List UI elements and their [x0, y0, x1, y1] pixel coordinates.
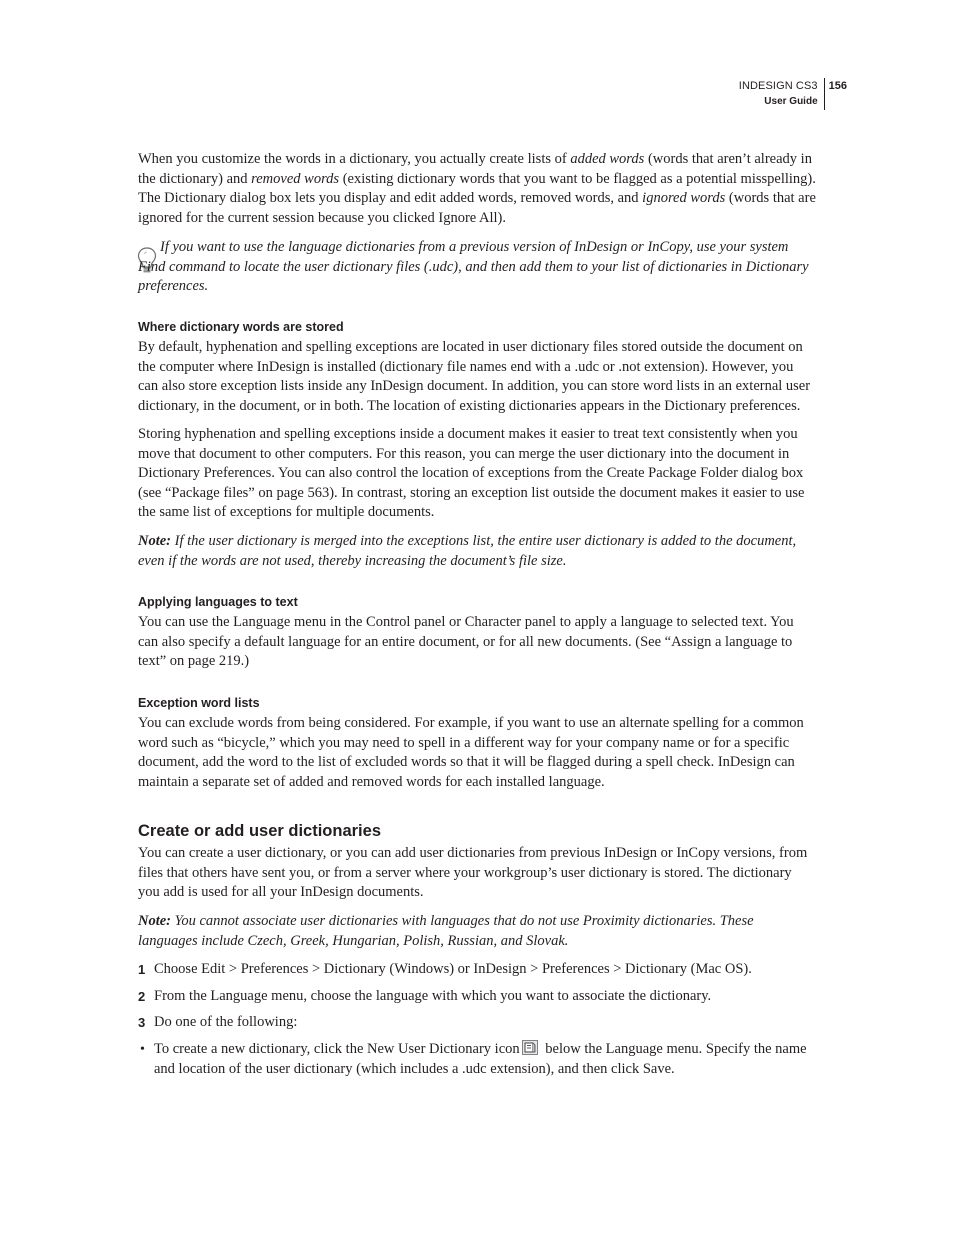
heading-where-stored: Where dictionary words are stored: [138, 320, 344, 334]
languages-paragraph: [138, 613, 816, 672]
stored-note-text: If the user dictionary is merged into the exceptions list, the entire user dictionary is added to the document, even if the words are not used, thereby increasing the document’s file size.: [138, 533, 797, 569]
intro-text-b: (words that aren’t already in the dictionary) and: [138, 151, 812, 187]
step-number: 3: [138, 1015, 146, 1030]
tip-text: If you want to use the language dictionaries from a previous version of InDesign or InCopy, use your system Find command to locate the user dictionary files (.udc), and then add them to your list of dictionaries in Dictionary preferences.: [138, 239, 809, 295]
stored-paragraph-2: [138, 425, 816, 523]
term-added-words: added words: [570, 151, 645, 167]
heading-create-wrap: [138, 821, 816, 841]
term-ignored-words: ignored words: [642, 190, 726, 207]
note-label: Note:: [138, 913, 172, 929]
create-note-text: You cannot associate user dictionaries with languages that do not use Proximity dictionaries. These languages include Czech, Greek, Hungarian, Polish, Russian, and Slovak.: [138, 913, 754, 949]
step-number: 1: [138, 962, 146, 977]
stored-note: [138, 532, 816, 571]
intro-text-c: (existing dictionary words that you want to be flagged as a potential misspelling). The Dictionary dialog box lets you display and edit added words, removed words, and: [138, 170, 816, 207]
stored-paragraph-1: [138, 338, 816, 416]
intro-text-a: When you customize the words in a dictionary, you actually create lists of: [138, 151, 571, 167]
bullet-text-a: To create a new dictionary, click the New User Dictionary icon: [154, 1041, 520, 1057]
step-number: 2: [138, 989, 146, 1004]
bullet-text-b: below the Language menu. Specify the name and location of the user dictionary (which includes a .udc extension), and then click Save.: [154, 1041, 807, 1077]
step-text: Choose Edit > Preferences > Dictionary (Windows) or InDesign > Preferences > Dictionary (Mac OS).: [154, 961, 752, 977]
note-label: Note:: [138, 533, 172, 549]
step-text: Do one of the following:: [154, 1014, 298, 1030]
exception-text: You can exclude words from being considered. For example, if you want to use an alternate spelling for a common word such as “bicycle,” which you may need to spell in a different way for your company name or for a specific document, add the word to the list of excluded words so that it will be flagged during a spell check. InDesign can maintain a separate set of added and removed words for each installed language.: [138, 715, 804, 790]
step-text: From the Language menu, choose the language with which you want to associate the dictionary.: [154, 988, 712, 1004]
running-header: [739, 78, 847, 110]
header-product: INDESIGN CS3: [738, 80, 818, 92]
term-removed-words: removed words: [251, 170, 340, 187]
bullet-text: [154, 1040, 816, 1079]
create-note: [138, 912, 816, 951]
stored-text-1: By default, hyphenation and spelling exceptions are located in user dictionary files stored outside the document on the computer where InDesign is installed (dictionary file names end with a .udc or .not extension). However, you can also store exception lists inside any InDesign document. In addition, you can store word lists in an external user dictionary, in the document, or in both. The location of existing dictionaries appears in the Dictionary preferences.: [138, 339, 811, 414]
header-guide: User Guide: [764, 96, 818, 107]
create-text: You can create a user dictionary, or you can add user dictionaries from previous InDesign or InCopy versions, from files that others have sent you, or from a server where your workgroup’s user dictionary is stored. The dictionary you add is used for all your InDesign documents.: [138, 845, 808, 901]
intro-text-d: (words that are ignored for the current session because you clicked Ignore All).: [138, 190, 816, 226]
heading-create-dictionaries: Create or add user dictionaries: [138, 822, 381, 840]
header-titles: [739, 78, 825, 110]
heading-where-stored-wrap: [138, 319, 816, 335]
bullet-marker: •: [140, 1042, 145, 1057]
new-user-dictionary-icon: [522, 1040, 538, 1055]
heading-exception-wrap: [138, 695, 816, 711]
languages-text: You can use the Language menu in the Control panel or Character panel to apply a language to selected text. You can also specify a default language for an entire document, or for all new documents. (See “Assign a language to text” on page 219.): [138, 614, 794, 670]
heading-applying-languages: Applying languages to text: [138, 595, 298, 609]
exception-paragraph: [138, 714, 816, 792]
heading-exception-lists: Exception word lists: [138, 696, 260, 710]
create-paragraph: [138, 844, 816, 903]
intro-paragraph: [138, 150, 816, 228]
page-number: 156: [828, 80, 847, 92]
heading-languages-wrap: [138, 594, 816, 610]
stored-text-2: Storing hyphenation and spelling exceptions inside a document makes it easier to treat text consistently when you move that document to other computers. For this reason, you can merge the user dictionary into the document in Dictionary Preferences. You can also control the location of exceptions from the Create Package Folder dialog box (see “Package files” on page 563). In contrast, storing an exception list outside the document makes it easier to use the same list of exceptions for multiple documents.: [138, 426, 805, 521]
tip-paragraph: [138, 238, 816, 297]
